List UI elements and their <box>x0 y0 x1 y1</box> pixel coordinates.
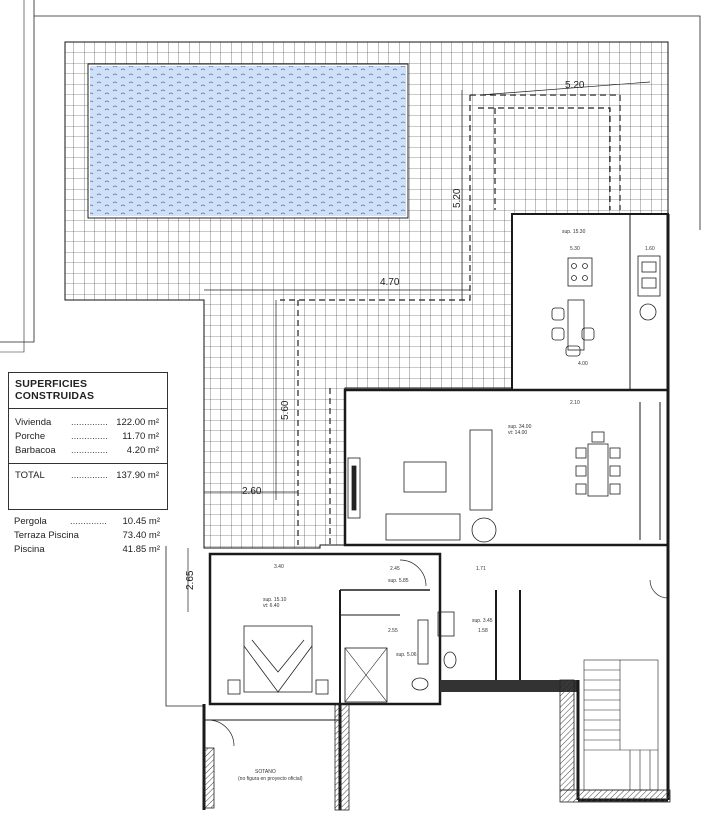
dim-label: 1.71 <box>476 566 486 572</box>
legend-built-box <box>8 372 168 510</box>
dim-label: 1.58 <box>478 628 488 634</box>
legend-value: 11.70 m² <box>122 430 159 442</box>
legend-dots: .............. <box>71 444 108 456</box>
legend-label: TOTAL <box>15 469 45 481</box>
legend-value: 122.00 m² <box>116 416 159 428</box>
bedroom-furniture <box>228 612 456 694</box>
legend-label: Barbacoa <box>15 444 56 456</box>
legend-value: 10.45 m² <box>122 515 160 527</box>
legend-row-barbacoa <box>15 443 161 457</box>
dim-label: 4.00 <box>578 361 588 367</box>
dim-5-20-top: 5.20 <box>565 80 585 91</box>
legend-dots: .............. <box>71 430 108 442</box>
bedroom-label: sup. 15.10 <box>263 597 287 603</box>
surfaces-legend <box>8 372 168 555</box>
legend-row-pergola <box>14 514 162 528</box>
kitchen-furniture <box>552 256 660 356</box>
bath2-label: sup. 5.06 <box>396 652 417 658</box>
dim-label: 2.10 <box>570 400 580 406</box>
legend-label: Porche <box>15 430 46 442</box>
legend-value: 137.90 m² <box>116 469 159 481</box>
dim-2-65: 2.65 <box>185 570 196 590</box>
dim-label: 1.60 <box>645 246 655 252</box>
legend-value: 4.20 m² <box>126 444 159 456</box>
basement-note: (no figura en proyecto oficial) <box>238 776 303 782</box>
staircase <box>584 660 658 790</box>
legend-dots: .............. <box>71 469 108 481</box>
legend-label: Vivienda <box>15 416 52 428</box>
dim-label: 2.45 <box>390 566 400 572</box>
legend-extras <box>8 510 168 556</box>
legend-row-total <box>9 463 167 482</box>
dim-4-70: 4.70 <box>380 277 400 288</box>
legend-label: Terraza Piscina <box>14 529 79 541</box>
living-label: sup. 34.00 <box>508 424 532 430</box>
living-furniture <box>348 430 620 542</box>
dim-5-20-side: 5.20 <box>452 188 463 208</box>
swimming-pool <box>88 64 408 218</box>
legend-row-vivienda <box>15 415 161 429</box>
legend-row-piscina <box>14 542 162 556</box>
bedroom-sublabel: vt: 6.40 <box>263 603 280 609</box>
legend-label: Piscina <box>14 543 45 555</box>
legend-row-porche <box>15 429 161 443</box>
dressing-label: sup. 5.85 <box>388 578 409 584</box>
dim-2-60: 2.60 <box>242 486 262 497</box>
dim-label: 5.30 <box>570 246 580 252</box>
legend-title: SUPERFICIES CONSTRUIDAS <box>9 378 167 409</box>
legend-dots: .............. <box>71 416 108 428</box>
legend-leader-line <box>166 545 204 706</box>
bath1-label: sup. 3.45 <box>472 618 493 624</box>
door-swings <box>208 560 668 746</box>
legend-value: 73.40 m² <box>122 529 160 541</box>
kitchen-label: sup. 15.30 <box>562 229 586 235</box>
dim-label: 2.55 <box>388 628 398 634</box>
legend-value: 41.85 m² <box>122 543 160 555</box>
legend-row-terraza <box>14 528 162 542</box>
living-sublabel: vt: 14.00 <box>508 430 528 436</box>
legend-dots: .............. <box>70 515 107 527</box>
basement-title: SOTANO <box>255 769 276 775</box>
hatched-walls <box>204 680 670 810</box>
legend-label: Pergola <box>14 515 47 527</box>
dim-label: 3.40 <box>274 564 284 570</box>
dim-5-60: 5.60 <box>280 400 291 420</box>
